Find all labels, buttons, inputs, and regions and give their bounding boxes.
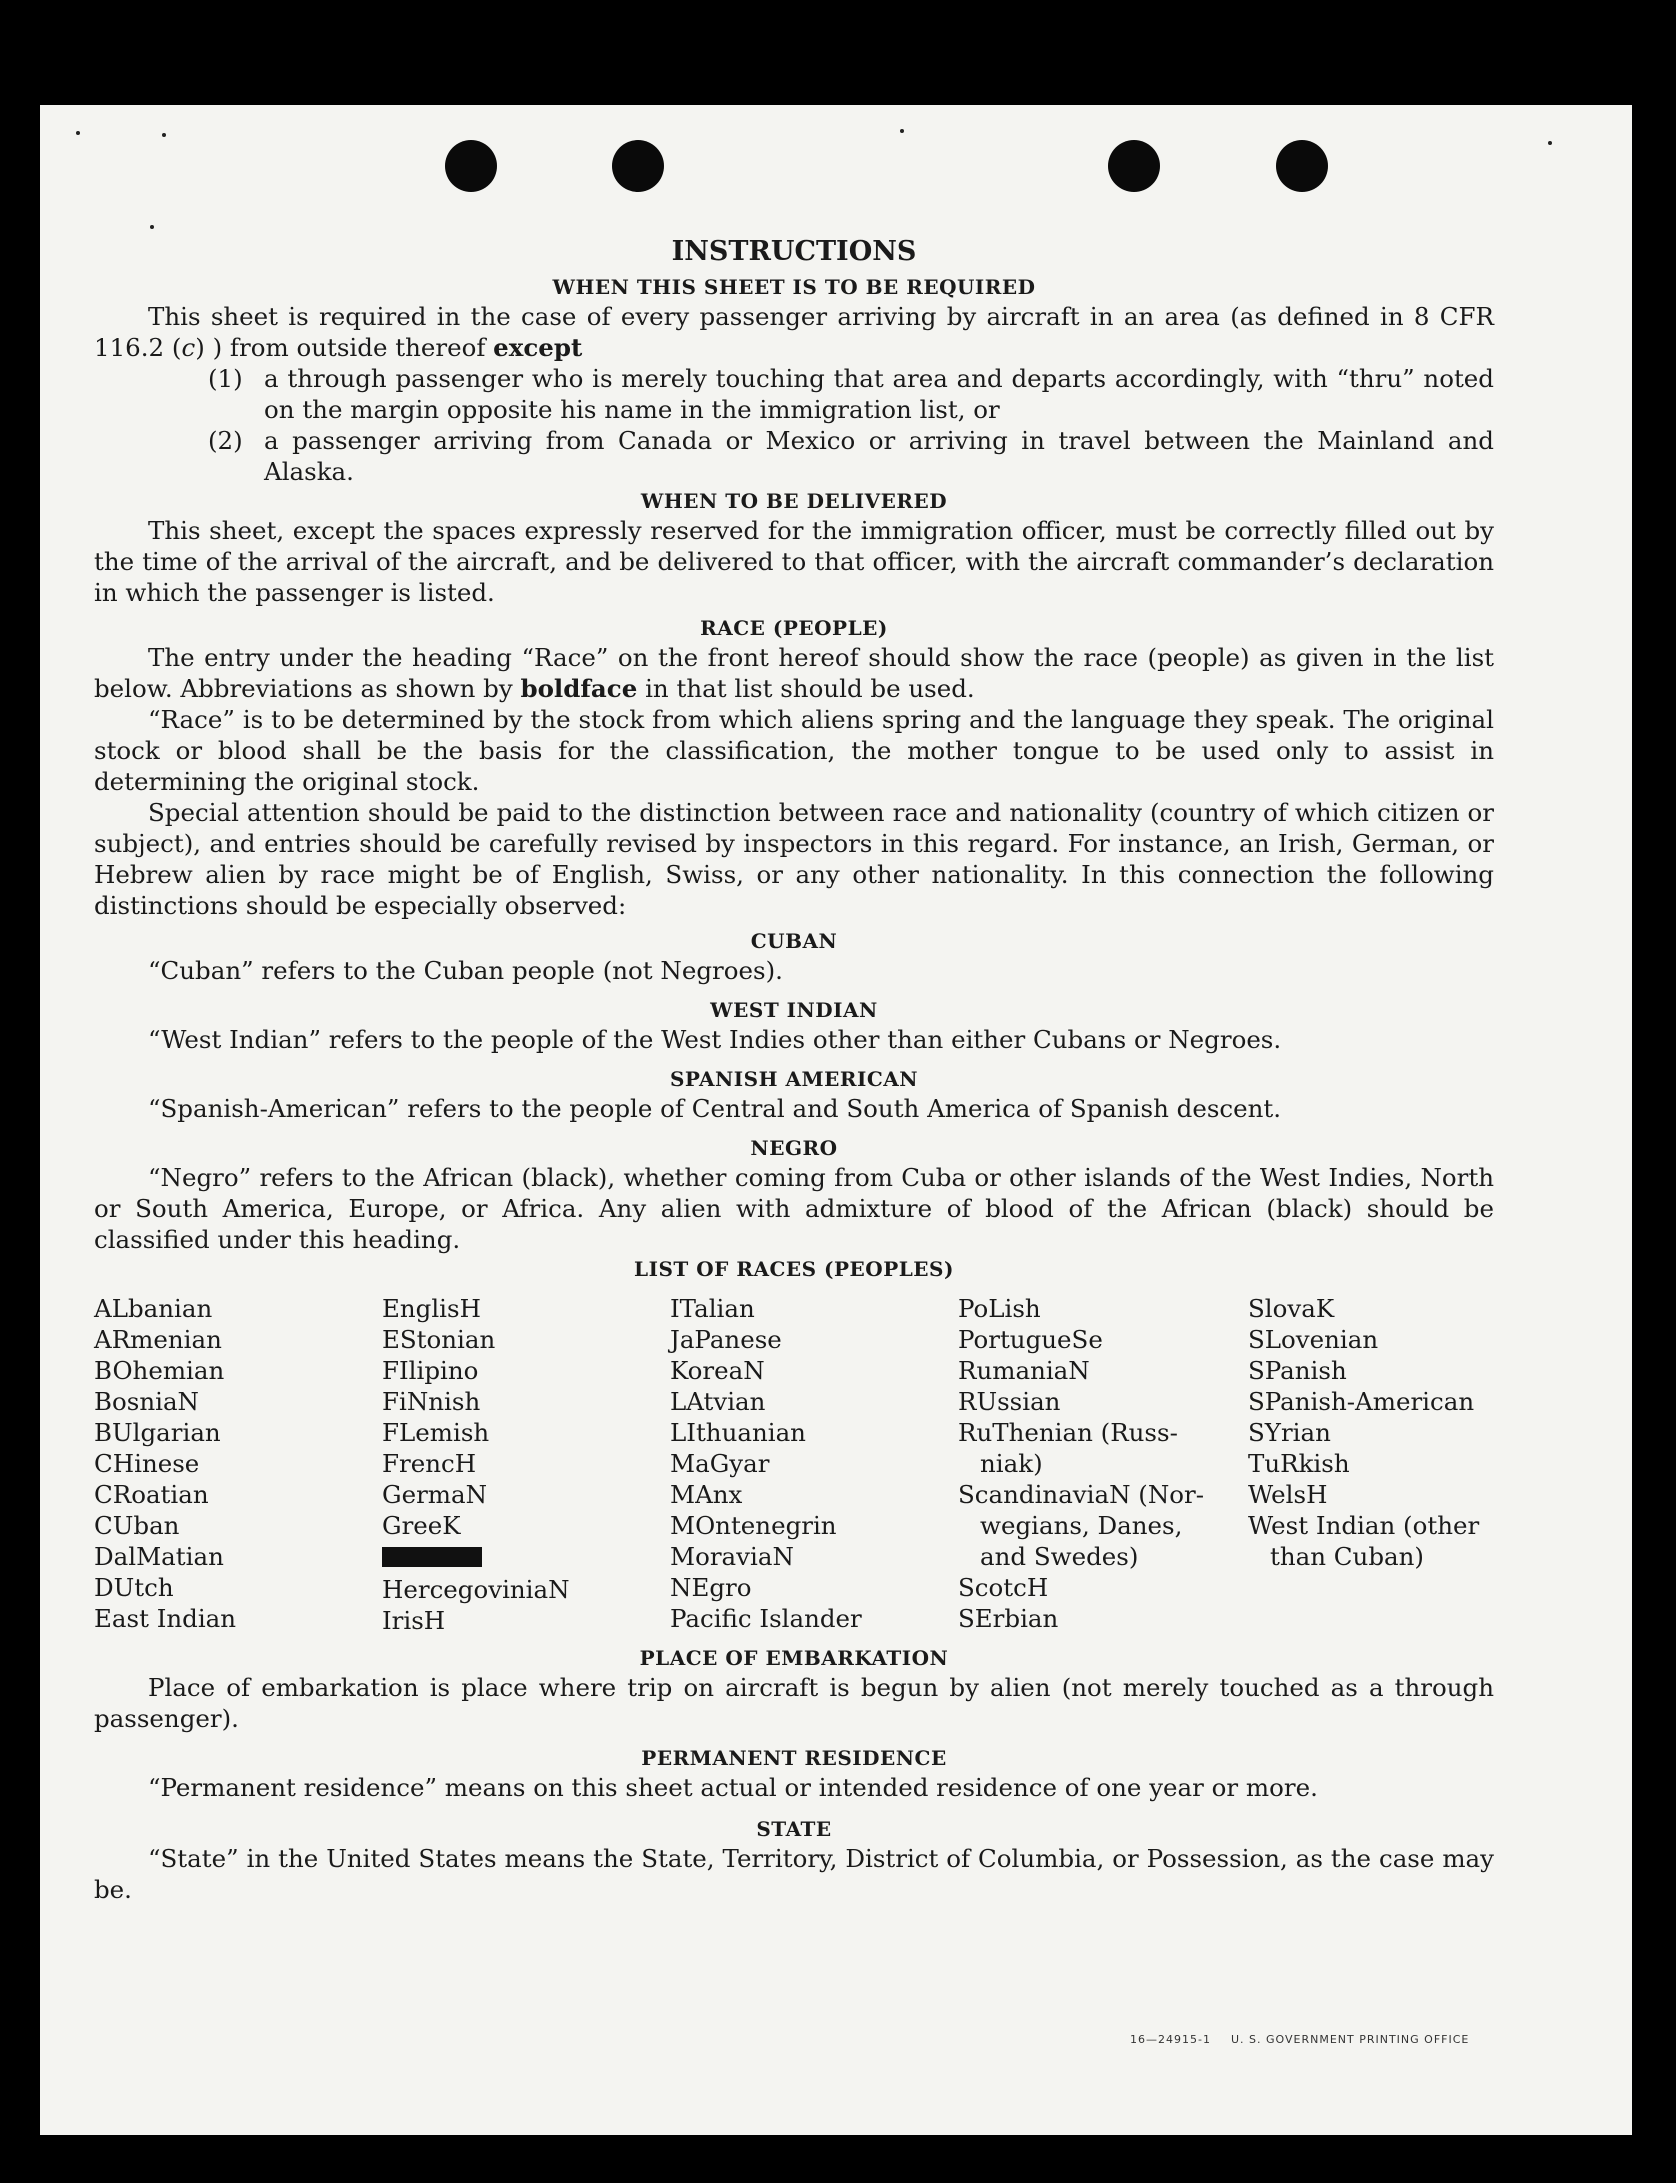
race-entry: East Indian	[94, 1604, 237, 1633]
speck	[162, 133, 166, 137]
race-entry: HercegoviniaN	[382, 1575, 570, 1604]
race-entry: ARmenian	[94, 1325, 222, 1354]
heading-when-delivered: WHEN TO BE DELIVERED	[640, 489, 948, 513]
race-column	[94, 1293, 382, 1636]
race-column	[958, 1293, 1248, 1636]
race-entry: CUban	[94, 1511, 180, 1540]
heading-embarkation: PLACE OF EMBARKATION	[639, 1646, 949, 1670]
speck	[150, 225, 154, 229]
race-entry: FLemish	[382, 1418, 490, 1447]
race-entry: CHinese	[94, 1449, 200, 1478]
race-entry: West Indian (other	[1248, 1511, 1480, 1540]
speck	[76, 131, 80, 135]
exception-number: (1)	[208, 364, 243, 393]
form-number: 16—24915-1	[1130, 2033, 1211, 2046]
race-paragraph-3: Special attention should be paid to the distinction between race and nationality (country of which citizen or subject), and entries should be carefully revised by inspectors in this regard. For instance, an Irish, German, or Hebrew alien by race might be of English, Swiss, or any other nationality. In this connection the following distinctions should be especially observed:	[94, 798, 1494, 920]
race-entry: ScandinaviaN (Nor-	[958, 1480, 1205, 1509]
heading-cuban: CUBAN	[750, 929, 838, 953]
race-entry: PortugueSe	[958, 1325, 1103, 1354]
race-entry: WelsH	[1248, 1480, 1328, 1509]
state-text: “State” in the United States means the State, Territory, District of Columbia, or Possession, as the case may be.	[94, 1844, 1494, 1904]
race-entry: TuRkish	[1248, 1449, 1350, 1478]
speck	[1548, 141, 1552, 145]
race-entry: LIthuanian	[670, 1418, 806, 1447]
when-required-intro	[94, 301, 1494, 363]
race-entry: IrisH	[382, 1606, 446, 1635]
heading-race: RACE (PEOPLE)	[700, 616, 888, 640]
race-paragraph-1	[94, 642, 1494, 704]
race-entry: DalMatian	[94, 1542, 224, 1571]
heading-negro: NEGRO	[750, 1136, 838, 1160]
race-entry: LAtvian	[670, 1387, 766, 1416]
race-entry: ITalian	[670, 1294, 755, 1323]
cuban-text: “Cuban” refers to the Cuban people (not Negroes).	[148, 956, 783, 985]
race-p1-text-post: in that list should be used.	[637, 674, 975, 703]
race-entry: KoreaN	[670, 1356, 765, 1385]
race-entry-continued: than Cuban)	[1270, 1542, 1424, 1571]
page-title: INSTRUCTIONS	[671, 236, 917, 267]
redaction-mark	[382, 1547, 482, 1567]
race-entry: MaGyar	[670, 1449, 770, 1478]
heading-spanish-american: SPANISH AMERICAN	[669, 1067, 919, 1091]
intro-text-post: ) ) from outside thereof	[195, 333, 494, 362]
race-entry: SPanish	[1248, 1356, 1347, 1385]
race-column	[1248, 1293, 1494, 1636]
race-entry: FrencH	[382, 1449, 477, 1478]
embarkation-text: Place of embarkation is place where trip on aircraft is begun by alien (not merely touched as a through passenger).	[94, 1673, 1494, 1733]
race-entry: BOhemian	[94, 1356, 225, 1385]
race-entry: SPanish-American	[1248, 1387, 1475, 1416]
race-entry: MOntenegrin	[670, 1511, 837, 1540]
race-entry-redacted	[382, 1541, 670, 1574]
race-entry: BosniaN	[94, 1387, 199, 1416]
exception-text: a through passenger who is merely touching that area and departs accordingly, with “thru” noted on the margin opposite his name in the immigration list, or	[264, 364, 1494, 424]
race-entry: JaPanese	[670, 1325, 782, 1354]
exception-item	[94, 425, 1494, 487]
instructions-content	[94, 235, 1494, 1905]
race-entry: SlovaK	[1248, 1294, 1335, 1323]
race-entry: EnglisH	[382, 1294, 481, 1323]
speck	[900, 129, 904, 133]
race-entry: SYrian	[1248, 1418, 1331, 1447]
race-entry-continued: niak)	[980, 1449, 1043, 1478]
race-entry: SLovenian	[1248, 1325, 1379, 1354]
punch-hole	[612, 140, 664, 192]
race-entry-continued: and Swedes)	[980, 1542, 1139, 1571]
race-entry: DUtch	[94, 1573, 174, 1602]
heading-state: STATE	[756, 1817, 832, 1841]
race-entry: RuThenian (Russ-	[958, 1418, 1178, 1447]
intro-bold-except: except	[493, 333, 583, 362]
punch-hole	[1276, 140, 1328, 192]
race-entry: ScotcH	[958, 1573, 1049, 1602]
residence-text: “Permanent residence” means on this sheet actual or intended residence of one year or more.	[148, 1773, 1318, 1802]
footer-printer-code	[1130, 2033, 1469, 2046]
race-column	[382, 1293, 670, 1636]
race-entry: RUssian	[958, 1387, 1061, 1416]
race-entry: FiNnish	[382, 1387, 481, 1416]
punch-hole	[1108, 140, 1160, 192]
race-entry: GreeK	[382, 1511, 461, 1540]
document-page	[40, 105, 1632, 2135]
heading-when-required: WHEN THIS SHEET IS TO BE REQUIRED	[552, 275, 1036, 299]
west-indian-text: “West Indian” refers to the people of the West Indies other than either Cubans or Negroes.	[148, 1025, 1282, 1054]
race-p1-bold: boldface	[520, 674, 638, 703]
race-entry: ALbanian	[94, 1294, 213, 1323]
exception-item	[94, 363, 1494, 425]
race-entry: MoraviaN	[670, 1542, 794, 1571]
race-p1-text: The entry under the heading “Race” on the front hereof should show the race (people) as given in the list below. Abbreviations as shown by	[94, 643, 1494, 703]
race-entry: SErbian	[958, 1604, 1059, 1633]
intro-text: This sheet is required in the case of every passenger arriving by aircraft in an area (as defined in 8 CFR 116.2 (	[94, 302, 1494, 362]
printer-name: U. S. GOVERNMENT PRINTING OFFICE	[1230, 2033, 1470, 2046]
race-entry: Pacific Islander	[670, 1604, 862, 1633]
race-entry: PoLish	[958, 1294, 1041, 1323]
punch-hole	[445, 140, 497, 192]
exception-number: (2)	[208, 426, 243, 455]
intro-italic: c	[181, 333, 196, 362]
race-entry: EStonian	[382, 1325, 496, 1354]
race-list	[94, 1293, 1494, 1636]
spanish-american-text: “Spanish-American” refers to the people of Central and South America of Spanish descent.	[148, 1094, 1282, 1123]
race-paragraph-2: “Race” is to be determined by the stock from which aliens spring and the language they speak. The original stock or blood shall be the basis for the classification, the mother tongue to be used only to assist in determining the original stock.	[94, 705, 1494, 796]
heading-west-indian: WEST INDIAN	[710, 998, 878, 1022]
heading-residence: PERMANENT RESIDENCE	[641, 1746, 947, 1770]
race-column	[670, 1293, 958, 1636]
race-entry: FIlipino	[382, 1356, 479, 1385]
race-entry: CRoatian	[94, 1480, 209, 1509]
heading-list-of-races: LIST OF RACES (PEOPLES)	[634, 1257, 954, 1281]
race-entry: BUlgarian	[94, 1418, 221, 1447]
negro-text: “Negro” refers to the African (black), whether coming from Cuba or other islands of the West Indies, North or South America, Europe, or Africa. Any alien with admixture of blood of the African (black) should be classified under this heading.	[94, 1163, 1494, 1254]
race-entry: RumaniaN	[958, 1356, 1090, 1385]
race-entry: GermaN	[382, 1480, 488, 1509]
race-entry: MAnx	[670, 1480, 743, 1509]
when-delivered-text: This sheet, except the spaces expressly reserved for the immigration officer, must be correctly filled out by the time of the arrival of the aircraft, and be delivered to that officer, with the aircraft commander’s declaration in which the passenger is listed.	[94, 516, 1494, 607]
race-entry: NEgro	[670, 1573, 752, 1602]
exception-text: a passenger arriving from Canada or Mexico or arriving in travel between the Mainland and Alaska.	[264, 426, 1494, 486]
race-entry-continued: wegians, Danes,	[980, 1511, 1183, 1540]
